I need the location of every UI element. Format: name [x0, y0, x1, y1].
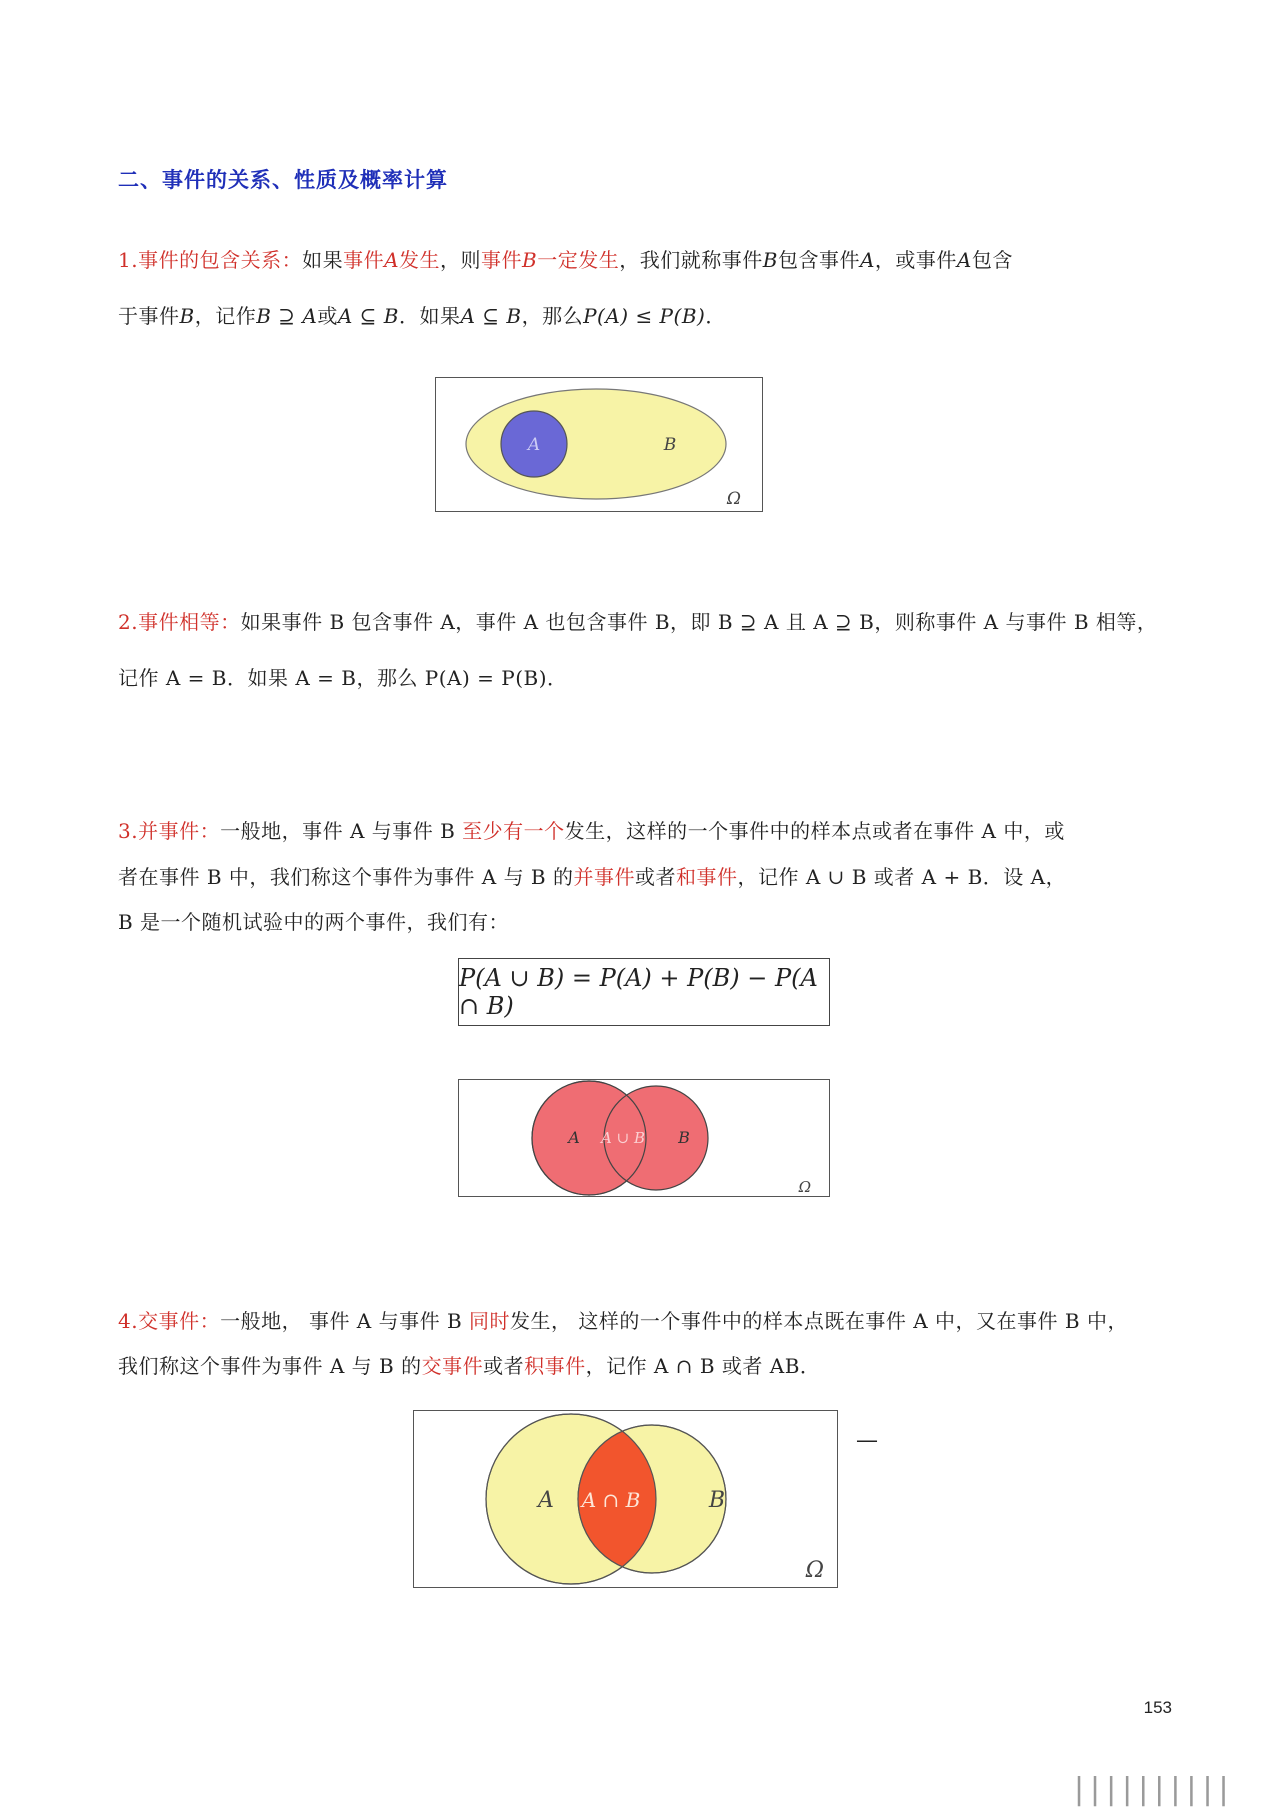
s4-text: 我们称这个事件为事件 A 与 B 的 — [118, 1354, 422, 1378]
s2-line-2: 记作 A = B．如果 A = B，那么 P(A) = P(B)． — [118, 666, 568, 690]
s1-var: B — [179, 304, 195, 328]
s1-math: A ⊆ B — [460, 304, 522, 328]
s1-text: ．如果 — [398, 304, 461, 328]
containment-diagram — [435, 377, 763, 512]
union-diagram — [458, 1079, 830, 1197]
s2-title: 事件相等： — [138, 610, 241, 634]
label-b: B — [708, 1488, 726, 1513]
s2-number: 2. — [118, 610, 139, 634]
s3-text: 发生，这样的一个事件中的样本点或者在事件 A 中，或 — [564, 819, 1065, 843]
s3-line-3: B 是一个随机试验中的两个事件，我们有： — [118, 910, 510, 934]
label-intersection: A ∩ B — [581, 1488, 641, 1512]
s1-var: A — [956, 248, 972, 272]
s3-text: 者在事件 B 中，我们称这个事件为事件 A 与 B 的 — [118, 865, 574, 889]
s4-text: 一般地， 事件 A 与事件 B — [220, 1309, 470, 1333]
s4-text: ，记作 A ∩ B 或者 AB． — [585, 1354, 821, 1378]
s1-text-red: 一定发生 — [537, 248, 620, 272]
s3-text-red: 并事件 — [573, 865, 635, 889]
s2-text: 如果事件 B 包含事件 A，事件 A 也包含事件 B，即 B ⊇ A 且 A ⊇ B，则称事件 A 与事件 B 相等， — [240, 610, 1158, 634]
s1-text: 包含 — [971, 248, 1013, 272]
label-omega: Ω — [805, 1558, 824, 1583]
s3-number: 3. — [118, 819, 139, 843]
s3-text: 一般地，事件 A 与事件 B — [220, 819, 463, 843]
s1-var: B — [762, 248, 778, 272]
section-heading: 二、事件的关系、性质及概率计算 — [118, 168, 448, 192]
s3-line-1 — [118, 815, 1065, 844]
s1-math: A ⊆ B — [337, 304, 399, 328]
s3-line-2 — [118, 861, 1066, 890]
s1-text: 如果 — [302, 248, 344, 272]
s1-text-red: 事件 — [343, 248, 385, 272]
s1-var: A — [384, 248, 400, 272]
s1-text-red: 发生 — [399, 248, 441, 272]
label-b: B — [678, 1128, 690, 1147]
s1-text: ，记作 — [194, 304, 257, 328]
s1-text: 包含事件 — [777, 248, 860, 272]
label-a: A — [527, 435, 541, 455]
s4-number: 4. — [118, 1309, 139, 1333]
page-number: 153 — [1143, 1698, 1172, 1717]
s3-text-red: 和事件 — [675, 865, 738, 889]
s3-text-red: 至少有一个 — [462, 819, 565, 843]
label-a: A — [538, 1488, 554, 1513]
intersection-diagram — [413, 1410, 838, 1588]
s1-var: A — [859, 248, 875, 272]
s1-text: 于事件 — [118, 304, 180, 328]
s1-text: ，则 — [440, 248, 482, 272]
s4-text: 发生， 这样的一个事件中的样本点既在事件 A 中，又在事件 B 中， — [510, 1309, 1128, 1333]
label-omega: Ω — [798, 1178, 811, 1196]
s3-text: 或者 — [634, 865, 676, 889]
stray-dash: — — [856, 1428, 878, 1453]
s1-text: 或 — [317, 304, 338, 328]
union-formula: P(A ∪ B) = P(A) + P(B) − P(A ∩ B) — [459, 964, 818, 1020]
s3-title: 并事件： — [138, 819, 221, 843]
s1-math: B ⊇ A — [256, 304, 318, 328]
s1-text: ，我们就称事件 — [619, 248, 763, 272]
s1-text-red: 事件 — [481, 248, 523, 272]
s3-text: ，记作 A ∪ B 或者 A + B．设 A， — [737, 865, 1067, 889]
label-a: A — [568, 1128, 580, 1147]
s4-text-red: 积事件 — [524, 1354, 586, 1378]
label-omega: Ω — [726, 489, 741, 509]
s4-text: 或者 — [483, 1354, 525, 1378]
s4-title: 交事件： — [138, 1309, 221, 1333]
watermark-bars: |||||||||| — [1070, 1772, 1231, 1807]
s4-line-1 — [118, 1305, 1128, 1334]
s4-text-red: 交事件 — [421, 1354, 484, 1378]
s4-line-2 — [118, 1350, 820, 1379]
s1-title: 事件的包含关系： — [138, 248, 303, 272]
s1-text: ． — [705, 304, 726, 328]
label-union: A ∪ B — [601, 1129, 645, 1147]
s1-line-1 — [118, 244, 1013, 273]
s1-number: 1. — [118, 248, 139, 272]
s2-line-1 — [118, 606, 1157, 635]
s1-math: P(A) ≤ P(B) — [583, 304, 706, 328]
s1-line-2 — [118, 300, 726, 329]
s1-text: ，那么 — [521, 304, 584, 328]
union-formula-box — [458, 958, 830, 1026]
s1-var: B — [522, 248, 538, 272]
s1-text: ，或事件 — [874, 248, 957, 272]
label-b: B — [663, 435, 677, 455]
s4-text-red: 同时 — [469, 1309, 511, 1333]
